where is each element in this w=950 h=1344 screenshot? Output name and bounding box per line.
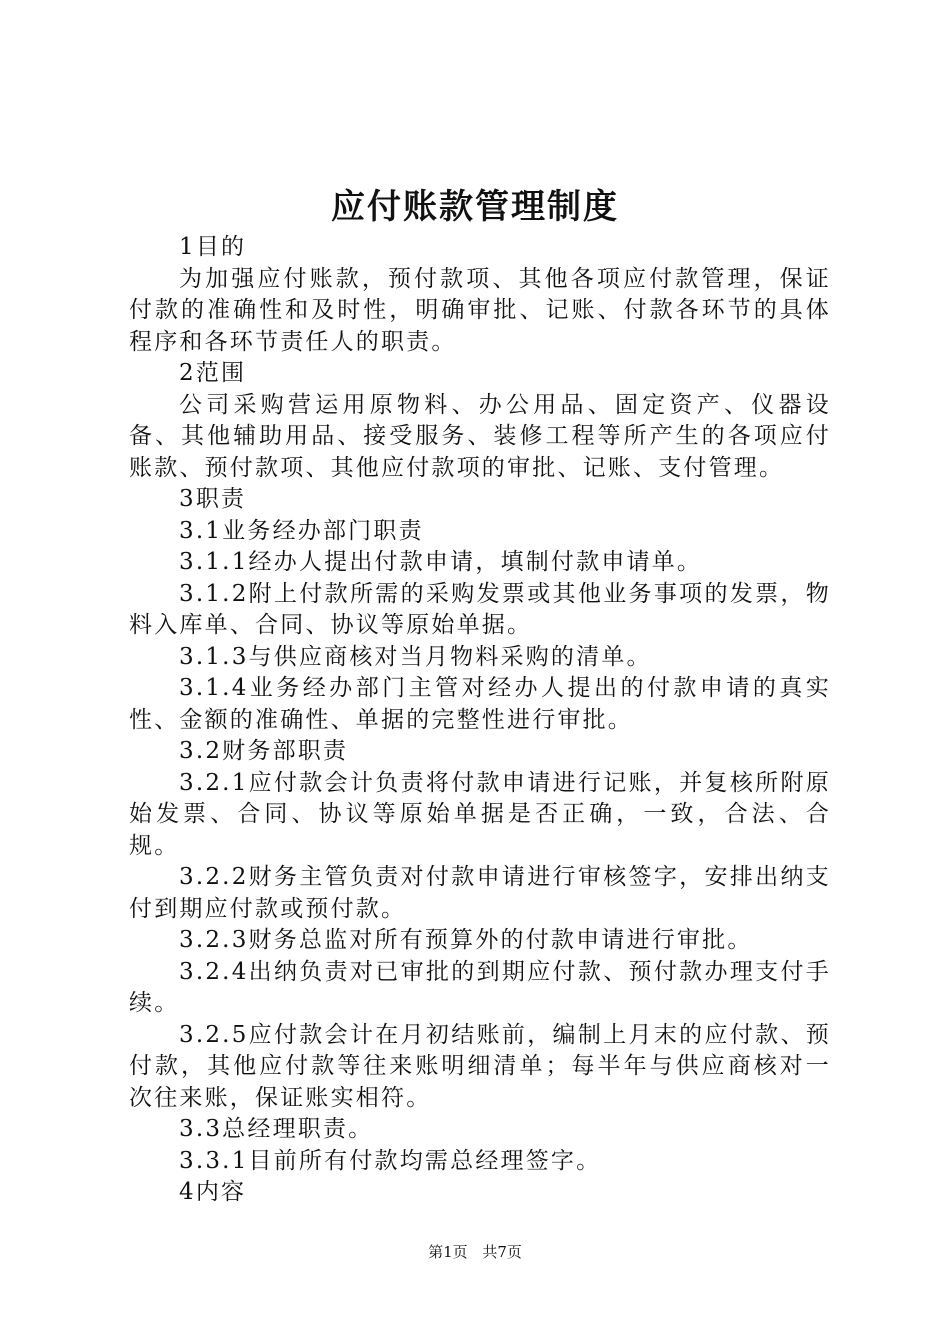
- document-title: 应付账款管理制度: [331, 187, 619, 227]
- paragraph-3-3-1: 3.3.1目前所有付款均需总经理签字。: [179, 1147, 602, 1174]
- document-body: [129, 232, 831, 1209]
- section-heading-content: 4内容: [179, 1179, 247, 1205]
- subsection-heading-business-dept: 3.1业务经办部门职责: [179, 517, 424, 544]
- subsection-heading-general-manager: 3.3总经理职责。: [179, 1116, 374, 1142]
- paragraph-3-2-1: 3.2.1应付款会计负责将付款申请进行记账，并复核所附原始发票、合同、协议等原始单据是否正确，一致，合法、合规。: [129, 769, 831, 859]
- paragraph-3-1-1: 3.1.1经办人提出付款申请，填制付款申请单。: [179, 549, 703, 575]
- section-heading-purpose: 1目的: [179, 234, 247, 260]
- section-heading-responsibilities: 3职责: [179, 486, 247, 512]
- paragraph-3-2-2: 3.2.2财务主管负责对付款申请进行审核签字，安排出纳支付到期应付款或预付款。: [129, 864, 831, 922]
- paragraph-3-1-2: 3.1.2附上付款所需的采购发票或其他业务事项的发票，物料入库单、合同、协议等原始单据。: [129, 580, 831, 638]
- paragraph-purpose: 为加强应付账款，预付款项、其他各项应付款管理，保证付款的准确性和及时性，明确审批、记账、付款各环节的具体程序和各环节责任人的职责。: [129, 265, 831, 355]
- page-footer: [0, 1242, 950, 1262]
- paragraph-3-2-4: 3.2.4出纳负责对已审批的到期应付款、预付款办理支付手续。: [129, 958, 831, 1016]
- paragraph-3-2-5: 3.2.5应付款会计在月初结账前，编制上月末的应付款、预付款，其他应付款等往来账明细清单；每半年与供应商核对一次往来账，保证账实相符。: [129, 1021, 831, 1111]
- subsection-heading-finance-dept: 3.2财务部职责: [179, 738, 349, 764]
- paragraph-3-2-3: 3.2.3财务总监对所有预算外的付款申请进行审批。: [179, 927, 753, 953]
- paragraph-3-1-4: 3.1.4业务经办部门主管对经办人提出的付款申请的真实性、金额的准确性、单据的完整性进行审批。: [129, 675, 831, 733]
- section-heading-scope: 2范围: [179, 360, 247, 386]
- paragraph-scope: 公司采购营运用原物料、办公用品、固定资产、仪器设备、其他辅助用品、接受服务、装修工程等所产生的各项应付账款、预付款项、其他应付款项的审批、记账、支付管理。: [129, 391, 831, 481]
- paragraph-3-1-3: 3.1.3与供应商核对当月物料采购的清单。: [179, 643, 652, 670]
- page-number: 第1页: [428, 1243, 468, 1261]
- page-total: 共7页: [482, 1243, 522, 1261]
